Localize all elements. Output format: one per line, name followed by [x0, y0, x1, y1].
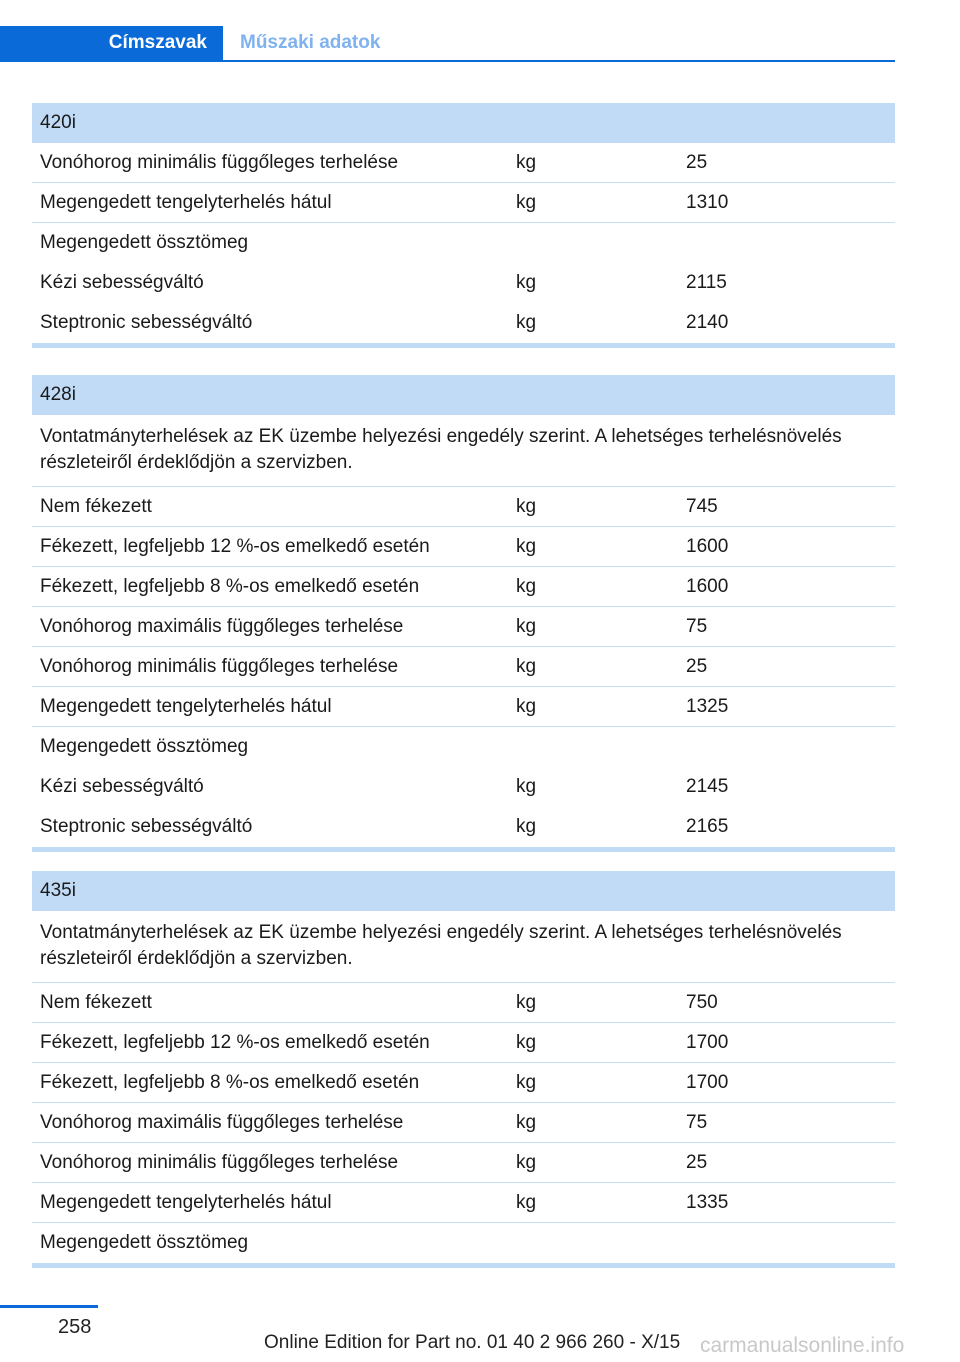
row-label: Vonóhorog maximális függőleges terhelése [40, 1111, 404, 1133]
row-unit: kg [516, 575, 537, 597]
spec-table-435i [32, 871, 895, 1268]
table-row [32, 1183, 895, 1223]
row-label: Megengedett össztömeg [40, 1232, 249, 1253]
edition-footer: Online Edition for Part no. 01 40 2 966 260 - X/15 [264, 1332, 681, 1353]
row-value: 750 [686, 991, 718, 1013]
row-unit: kg [516, 776, 537, 797]
table-row [32, 1063, 895, 1103]
tab-cimszavak[interactable] [0, 26, 223, 60]
page-number-rule [0, 1305, 98, 1308]
table-row [32, 1023, 895, 1063]
row-label: Vonóhorog minimális függőleges terhelése [40, 151, 399, 173]
table-row [32, 647, 895, 687]
row-label: Megengedett tengelyterhelés hátul [40, 191, 332, 213]
table-end-rule [32, 1263, 895, 1268]
row-value: 25 [686, 655, 708, 677]
table-row [32, 1143, 895, 1183]
row-value: 1325 [686, 695, 729, 717]
row-unit: kg [516, 1151, 537, 1173]
row-unit: kg [516, 991, 537, 1013]
row-label: Vonóhorog minimális függőleges terhelése [40, 1151, 399, 1173]
row-value: 1600 [686, 575, 729, 597]
row-unit: kg [516, 1111, 537, 1133]
table-note: Vontatmányterhelések az EK üzembe helyezési engedély szerint. A lehetséges terhelésnövelés részleteiről érdeklődjön a szervizben. [32, 911, 895, 983]
row-value: 1700 [686, 1031, 729, 1053]
row-value: 2140 [686, 312, 729, 333]
tab-label: Címszavak [108, 32, 207, 53]
row-label: Kézi sebességváltó [40, 272, 204, 293]
row-value: 2145 [686, 776, 729, 797]
table-row [32, 183, 895, 223]
row-value: 745 [686, 495, 718, 517]
row-unit: kg [516, 191, 537, 213]
table-end-rule [32, 847, 895, 852]
row-label: Kézi sebességváltó [40, 776, 204, 797]
row-value: 1335 [686, 1191, 729, 1213]
row-value: 1600 [686, 535, 729, 557]
table-row [32, 1103, 895, 1143]
row-label: Fékezett, legfeljebb 12 %-os emelkedő esetén [40, 535, 430, 557]
header-divider [0, 60, 895, 62]
page-number: 258 [58, 1316, 92, 1338]
table-end-rule [32, 343, 895, 348]
table-row [32, 143, 895, 183]
row-value: 25 [686, 1151, 708, 1173]
table-row [32, 223, 895, 263]
table-row [32, 487, 895, 527]
row-label: Megengedett tengelyterhelés hátul [40, 1191, 332, 1213]
row-unit: kg [516, 655, 537, 677]
row-unit: kg [516, 495, 537, 517]
row-value: 75 [686, 615, 708, 637]
row-value: 75 [686, 1111, 708, 1133]
row-value: 25 [686, 151, 708, 173]
table-title: 428i [32, 375, 895, 415]
row-unit: kg [516, 615, 537, 637]
table-row [32, 263, 895, 303]
spec-table-428i [32, 375, 895, 852]
row-label: Steptronic sebességváltó [40, 312, 253, 333]
table-row [32, 527, 895, 567]
table-row [32, 1223, 895, 1263]
row-label: Nem fékezett [40, 495, 152, 517]
table-row [32, 727, 895, 767]
header-bar [0, 26, 895, 62]
tab-label: Műszaki adatok [240, 32, 381, 53]
spec-table-420i [32, 103, 895, 348]
row-unit: kg [516, 695, 537, 717]
row-value: 2115 [686, 272, 727, 293]
table-row [32, 687, 895, 727]
table-title: 435i [32, 871, 895, 911]
row-value: 2165 [686, 816, 729, 837]
row-label: Vonóhorog minimális függőleges terhelése [40, 655, 399, 677]
row-unit: kg [516, 312, 537, 333]
watermark: carmanualsonline.info [700, 1334, 905, 1357]
row-unit: kg [516, 816, 537, 837]
tab-muszaki-adatok[interactable] [240, 26, 380, 60]
row-label: Steptronic sebességváltó [40, 816, 253, 837]
table-row [32, 767, 895, 807]
row-unit: kg [516, 1031, 537, 1053]
table-row [32, 807, 895, 847]
row-value: 1700 [686, 1071, 729, 1093]
row-unit: kg [516, 272, 537, 293]
row-label: Fékezett, legfeljebb 12 %-os emelkedő esetén [40, 1031, 430, 1053]
table-note: Vontatmányterhelések az EK üzembe helyezési engedély szerint. A lehetséges terhelésnövelés részleteiről érdeklődjön a szervizben. [32, 415, 895, 487]
row-label: Fékezett, legfeljebb 8 %-os emelkedő esetén [40, 1071, 420, 1093]
table-row [32, 567, 895, 607]
table-row [32, 983, 895, 1023]
row-unit: kg [516, 1071, 537, 1093]
table-row [32, 607, 895, 647]
table-row [32, 303, 895, 343]
row-label: Megengedett össztömeg [40, 232, 249, 253]
row-value: 1310 [686, 191, 729, 213]
row-label: Nem fékezett [40, 991, 152, 1013]
row-label: Fékezett, legfeljebb 8 %-os emelkedő esetén [40, 575, 420, 597]
row-label: Megengedett össztömeg [40, 736, 249, 757]
row-label: Vonóhorog maximális függőleges terhelése [40, 615, 404, 637]
row-label: Megengedett tengelyterhelés hátul [40, 695, 332, 717]
row-unit: kg [516, 151, 537, 173]
table-title: 420i [32, 103, 895, 143]
row-unit: kg [516, 535, 537, 557]
row-unit: kg [516, 1191, 537, 1213]
